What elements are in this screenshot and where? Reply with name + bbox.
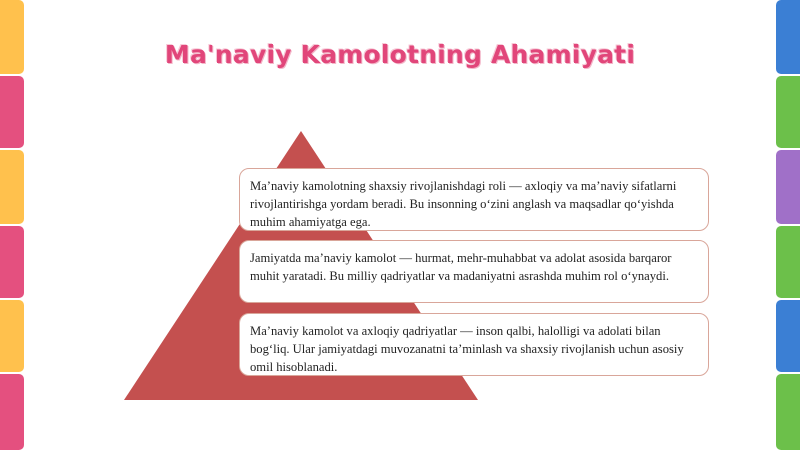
info-card-text: Ma’naviy kamolot va axloqiy qadriyatlar — inson qalbi, halolligi va adolati bilan bog‘liq. Ular jamiyatdagi muvozanatni ta’minlash va shaxsiy rivojlanish uchun asosiy omil hisoblanadi. bbox=[250, 324, 684, 374]
info-card-2 bbox=[239, 240, 709, 303]
info-card-text: Ma’naviy kamolotning shaxsiy rivojlanishdagi roli — axloqiy va ma’naviy sifatlarni rivojlantirishga yordam beradi. Bu insonning o‘zini anglash va maqsadlar qo‘yishda muhim ahamiyatga ega. bbox=[250, 179, 677, 229]
info-card-3 bbox=[239, 313, 709, 376]
slide-title: Ma'naviy Kamolotning Ahamiyati bbox=[164, 40, 636, 69]
info-card-text: Jamiyatda ma’naviy kamolot — hurmat, mehr-muhabbat va adolat asosida barqaror muhit yaratadi. Bu milliy qadriyatlar va madaniyatni asrashda muhim rol o‘ynaydi. bbox=[250, 251, 672, 283]
info-card-1 bbox=[239, 168, 709, 231]
